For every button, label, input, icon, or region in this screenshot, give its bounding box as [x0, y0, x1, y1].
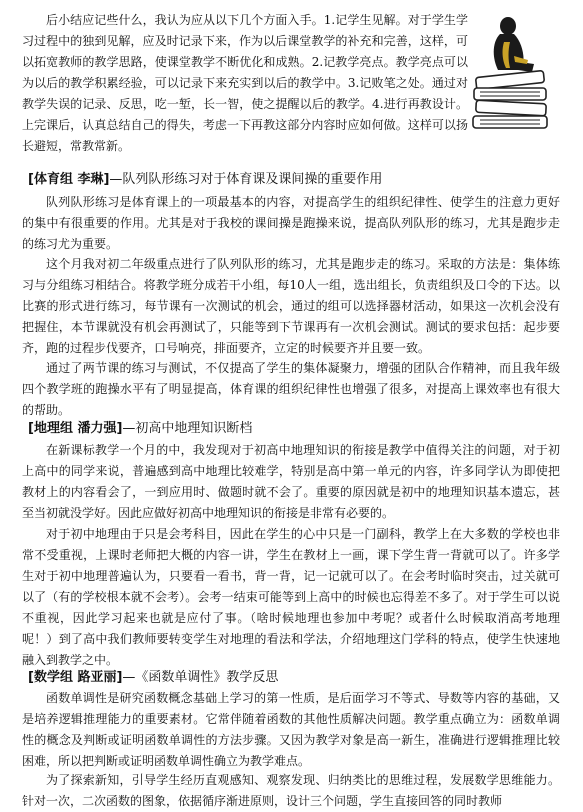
geo-paragraph-2: 对于初中地理由于只是会考科目，因此在学生的心中只是一门副科，教学上在大多数的学校也非常不受重视，上课时老师把大概的内容一讲，学生在教材上一画，课下学生背一背就可以了。许多学生对于初中地理普遍认为，只要看一看书，背一背，记一记就可以了。在会考时临时突击，过关就可以了（有的学校根本就不会考）。会考一结束可能等到上高中的时候也忘得差不多了。对于学生可以说不重视，因此学习起来也就是应付了事。（啥时候地理也参加中考呢？或者什么时候取消高考地理呢！）到了高中我们教师要转变学生对地理的看法和学法，介绍地理这门学科的特点，使学生快速地融入到教学之中。	[22, 527, 560, 667]
section-group-geo: [地理组 潘力强]	[28, 421, 123, 436]
math-paragraph-2: 为了探索新知，引导学生经历直观感知、观察发现、归纳类比的思维过程，发展数学思维能力。针对一次，二次函数的图象，依据循序渐进原则，设计三个问题，学生直接回答的同时教师	[22, 773, 560, 808]
thinker-on-books-illustration	[470, 12, 552, 130]
section-title-math: —《函数单调性》教学反思	[122, 670, 279, 685]
section-group-pe: [体育组 李琳]	[28, 172, 110, 187]
math-paragraph-1: 函数单调性是研究函数概念基础上学习的第一性质，是后面学习不等式、导数等内容的基础，又是培养逻辑推理能力的重要素材。它常伴随着函数的其他性质解决问题。教学重点确立为：函数单调性的概念及判断或证明函数单调性的方法步骤。又因为教学对象是高一新生，准确进行逻辑推理比较困难，所以把判断或证明函数单调性确立为教学难点。	[22, 691, 560, 768]
intro-paragraph: 后小结应记些什么，我认为应从以下几个方面入手。1.记学生见解。对于学生学习过程中的独到见解，应及时记录下来，作为以后课堂教学的补充和完善，这样，可以拓宽教师的教学思路，使课堂教学不断优化和成熟。2.记教学亮点。教学亮点可以为以后的教学积累经验，可以记录下来充实到以后的教学中。3.记败笔之处。通过对教学失误的记录、反思，吃一堑，长一智，使之提醒以后的教学。4.进行再教设计。上完课后，认真总结自己的得失，考虑一下再教这部分内容时应如何做。这样可以扬长避短，常教常新。	[22, 13, 468, 153]
section-heading-math	[28, 669, 278, 687]
geo-paragraph-1: 在新课标教学一个月的中，我发现对于初高中地理知识的衔接是教学中值得关注的问题，对于初上高中的同学来说，普遍感到高中地理比较难学，特别是高中第一单元的内容，许多同学认为即使把教材上的内容看会了，一到应用时、做题时就不会了。重要的原因就是初中的地理知识基本遗忘，甚至当初就没学好。因此应做好初高中地理知识的衔接是非常有必要的。	[22, 443, 560, 520]
pe-paragraph-1: 队列队形练习是体育课上的一项最基本的内容，对提高学生的组织纪律性、使学生的注意力更好的集中有很重要的作用。尤其是对于我校的课间操是跑操来说，提高队列队形的练习，尤其是跑步走的练习尤为重要。	[22, 195, 560, 251]
pe-paragraph-2: 这个月我对初二年级重点进行了队列队形的练习，尤其是跑步走的练习。采取的方法是：集体练习与分组练习相结合。将教学班分成若干小组，每10人一组，选出组长，负责组织及口令的下达。以比赛的形式进行练习，每节课有一次测试的机会，通过的组可以选择器材活动，如果这一次机会没有把握住，本节课就没有机会再测试了，只能等到下节课再有一次机会测试。测试的要求包括：起步要齐，跑的过程步伐要齐，口号响亮，排面要齐，立定的时候要齐并且要一致。	[22, 257, 560, 355]
section-heading-geo	[28, 420, 252, 438]
section-heading-pe	[28, 171, 382, 189]
section-group-math: [数学组 路亚丽]	[28, 670, 123, 685]
section-title-pe: —队列队形练习对于体育课及课间操的重要作用	[109, 172, 383, 187]
section-title-geo: —初高中地理知识断档	[122, 421, 253, 436]
pe-paragraph-3: 通过了两节课的练习与测试，不仅提高了学生的集体凝聚力，增强的团队合作精神，而且我年级四个教学班的跑操水平有了明显提高，体育课的组织纪律性也增强了很多，对提高上课效率也有很大的帮助。	[22, 361, 560, 417]
